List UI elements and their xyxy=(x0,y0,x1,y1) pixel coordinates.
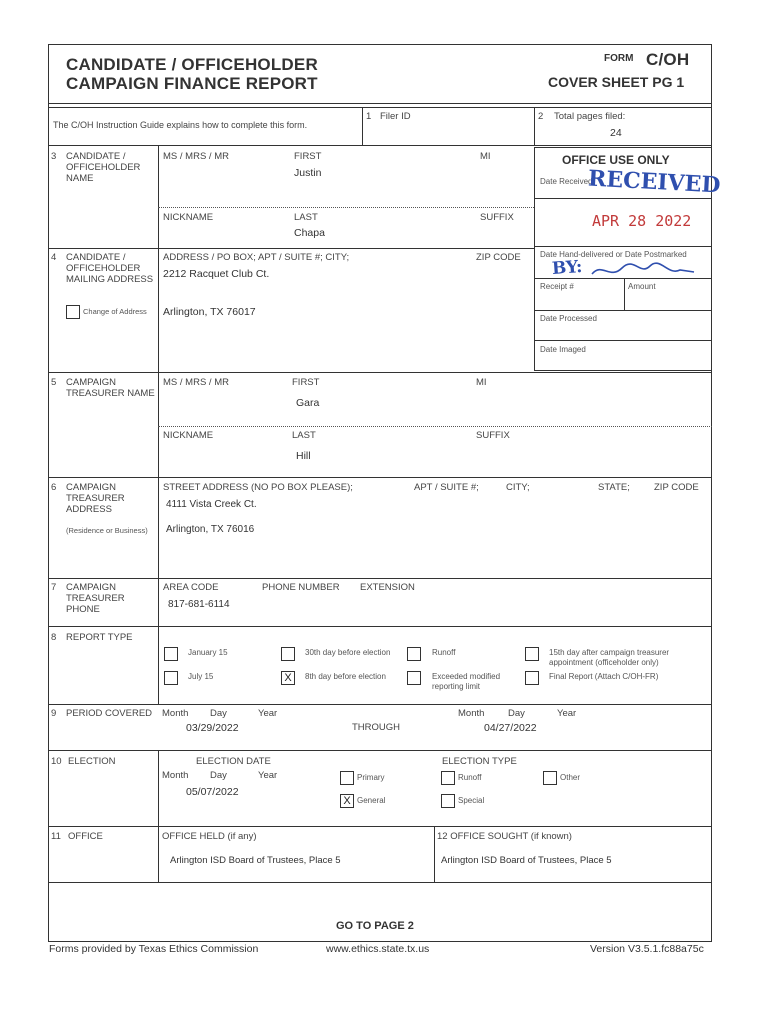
amount-label: Amount xyxy=(628,282,656,291)
report-type-checkbox[interactable] xyxy=(164,647,178,661)
section8-label: REPORT TYPE xyxy=(66,632,133,643)
filer-id-label: Filer ID xyxy=(380,111,411,122)
candidate-first-name[interactable]: Justin xyxy=(294,167,322,179)
section9-num: 9 xyxy=(51,708,57,719)
s3-first-label: FIRST xyxy=(294,151,322,162)
s3-last-label: LAST xyxy=(294,212,318,223)
report-type-label: Exceeded modified reporting limit xyxy=(432,672,501,691)
go-to-page-2: GO TO PAGE 2 xyxy=(336,920,414,932)
office-held-value[interactable]: Arlington ISD Board of Trustees, Place 5 xyxy=(170,855,341,866)
report-type-checkbox[interactable] xyxy=(164,671,178,685)
received-date-stamp: APR 28 2022 xyxy=(592,212,692,230)
s9-day-label: Day xyxy=(210,708,227,719)
pages-num: 2 xyxy=(538,111,544,122)
form-title-line2: CAMPAIGN FINANCE REPORT xyxy=(66,74,318,93)
s5-suffix-label: SUFFIX xyxy=(476,430,510,441)
report-type-checkbox[interactable] xyxy=(281,647,295,661)
s7-area-label: AREA CODE xyxy=(163,582,219,593)
s9-year-label: Year xyxy=(258,708,278,719)
election-type-checkbox[interactable] xyxy=(340,771,354,785)
section3-num: 3 xyxy=(51,151,57,162)
election-date-label: ELECTION DATE xyxy=(196,756,271,767)
section3-label: CANDIDATE / OFFICEHOLDER NAME xyxy=(66,151,141,184)
office-use-title: OFFICE USE ONLY xyxy=(562,153,670,167)
section6-label: CAMPAIGN TREASURER ADDRESS xyxy=(66,482,125,515)
s3-nickname-label: NICKNAME xyxy=(163,212,214,223)
period-end-date[interactable]: 04/27/2022 xyxy=(484,722,537,734)
treasurer-phone[interactable]: 817-681-6114 xyxy=(168,599,230,610)
office-sought-value[interactable]: Arlington ISD Board of Trustees, Place 5 xyxy=(441,855,612,866)
change-of-address-label: Change of Address xyxy=(83,307,147,316)
report-type-label: Runoff xyxy=(432,648,456,657)
section5-label: CAMPAIGN TREASURER NAME xyxy=(66,377,155,399)
s6-apt-label: APT / SUITE #; xyxy=(414,482,479,493)
s10-day-label: Day xyxy=(210,770,227,781)
election-date[interactable]: 05/07/2022 xyxy=(186,786,239,798)
s4-address-label: ADDRESS / PO BOX; APT / SUITE #; CITY; xyxy=(163,252,350,263)
section7-label: CAMPAIGN TREASURER PHONE xyxy=(66,582,125,615)
date-imaged-label: Date Imaged xyxy=(540,345,586,354)
treasurer-first-name[interactable]: Gara xyxy=(296,397,320,409)
s5-mi-label: MI xyxy=(476,377,487,388)
s9-year-label-end: Year xyxy=(557,708,577,719)
s7-phone-label: PHONE NUMBER xyxy=(262,582,340,593)
received-stamp: RECEIVED xyxy=(587,165,722,199)
form-code: C/OH xyxy=(646,50,690,69)
date-received-label: Date Received xyxy=(540,177,593,186)
report-type-checkbox[interactable] xyxy=(525,671,539,685)
report-type-label: 15th day after campaign treasurer appointment (officeholder only) xyxy=(549,648,670,667)
treasurer-last-name[interactable]: Hill xyxy=(296,450,311,462)
election-type-option: Runoff xyxy=(458,773,482,782)
election-type-checkbox[interactable] xyxy=(543,771,557,785)
report-type-label: January 15 xyxy=(188,648,228,657)
instruction-text: The C/OH Instruction Guide explains how to complete this form. xyxy=(53,120,308,130)
s7-ext-label: EXTENSION xyxy=(360,582,415,593)
s10-month-label: Month xyxy=(162,770,189,781)
election-type-checkbox[interactable] xyxy=(441,771,455,785)
s9-day-label-end: Day xyxy=(508,708,525,719)
section4-label: CANDIDATE / OFFICEHOLDER MAILING ADDRESS xyxy=(66,252,154,285)
s10-year-label: Year xyxy=(258,770,278,781)
report-type-label: 30th day before election xyxy=(305,648,391,657)
election-type-option: Primary xyxy=(357,773,385,782)
election-type-option: Special xyxy=(458,796,485,805)
election-type-label: ELECTION TYPE xyxy=(442,756,517,767)
section10-label: ELECTION xyxy=(68,756,116,767)
through-label: THROUGH xyxy=(352,722,401,733)
report-type-checkbox[interactable]: X xyxy=(281,671,295,685)
s6-state-label: STATE; xyxy=(598,482,630,493)
period-start-date[interactable]: 03/29/2022 xyxy=(186,722,239,734)
form-title-line1: CANDIDATE / OFFICEHOLDER xyxy=(66,55,318,74)
section11-num: 11 xyxy=(51,831,61,842)
section5-num: 5 xyxy=(51,377,57,388)
report-type-checkbox[interactable] xyxy=(407,671,421,685)
total-pages-value[interactable]: 24 xyxy=(610,127,622,139)
election-type-checkbox[interactable]: X xyxy=(340,794,354,808)
s6-zip-label: ZIP CODE xyxy=(654,482,699,493)
section8-num: 8 xyxy=(51,632,57,643)
treasurer-address-line2[interactable]: Arlington, TX 76016 xyxy=(166,524,255,535)
s3-ms-label: MS / MRS / MR xyxy=(163,151,229,162)
section7-num: 7 xyxy=(51,582,57,593)
office-sought-label: 12 OFFICE SOUGHT (if known) xyxy=(437,831,572,842)
s5-last-label: LAST xyxy=(292,430,316,441)
s6-city-label: CITY; xyxy=(506,482,530,493)
by-stamp: BY: xyxy=(551,256,584,280)
office-held-label: OFFICE HELD (if any) xyxy=(162,831,257,842)
section4-num: 4 xyxy=(51,252,57,263)
candidate-address-line2[interactable]: Arlington, TX 76017 xyxy=(163,306,256,318)
report-type-label: July 15 xyxy=(188,672,214,681)
total-pages-label: Total pages filed: xyxy=(554,111,626,122)
s3-suffix-label: SUFFIX xyxy=(480,212,514,223)
section10-num: 10 xyxy=(51,756,62,767)
s9-month-label: Month xyxy=(162,708,189,719)
election-type-checkbox[interactable] xyxy=(441,794,455,808)
s3-mi-label: MI xyxy=(480,151,491,162)
receipt-label: Receipt # xyxy=(540,282,574,291)
s5-nickname-label: NICKNAME xyxy=(163,430,214,441)
report-type-checkbox[interactable] xyxy=(525,647,539,661)
s4-zip-label: ZIP CODE xyxy=(476,252,521,263)
form-prefix: FORM xyxy=(604,53,634,64)
date-processed-label: Date Processed xyxy=(540,314,597,323)
section6-num: 6 xyxy=(51,482,57,493)
election-type-option: General xyxy=(357,796,386,805)
election-type-option: Other xyxy=(560,773,581,782)
filer-id-num: 1 xyxy=(366,111,372,122)
s9-month-label-end: Month xyxy=(458,708,485,719)
s6-street-label: STREET ADDRESS (NO PO BOX PLEASE); xyxy=(163,482,353,493)
s5-first-label: FIRST xyxy=(292,377,320,388)
s5-ms-label: MS / MRS / MR xyxy=(163,377,229,388)
cover-sheet-label: COVER SHEET PG 1 xyxy=(548,74,685,90)
change-of-address-checkbox[interactable] xyxy=(66,305,80,319)
candidate-last-name[interactable]: Chapa xyxy=(294,227,325,239)
version-label: Version V3.5.1.fc88a75c xyxy=(590,943,704,955)
report-type-label: Final Report (Attach C/OH-FR) xyxy=(549,672,659,681)
section11-label: OFFICE xyxy=(68,831,103,842)
hand-delivered-label: Date Hand-delivered or Date Postmarked xyxy=(540,250,687,259)
report-type-label: 8th day before election xyxy=(305,672,386,681)
ethics-website[interactable]: www.ethics.state.tx.us xyxy=(326,943,430,955)
report-type-checkbox[interactable] xyxy=(407,647,421,661)
treasurer-address-line1[interactable]: 4111 Vista Creek Ct. xyxy=(166,499,257,510)
provided-by: Forms provided by Texas Ethics Commission xyxy=(49,943,259,955)
section9-label: PERIOD COVERED xyxy=(66,708,153,719)
candidate-address-line1[interactable]: 2212 Racquet Club Ct. xyxy=(163,268,270,280)
section6-sublabel: (Residence or Business) xyxy=(66,526,148,535)
